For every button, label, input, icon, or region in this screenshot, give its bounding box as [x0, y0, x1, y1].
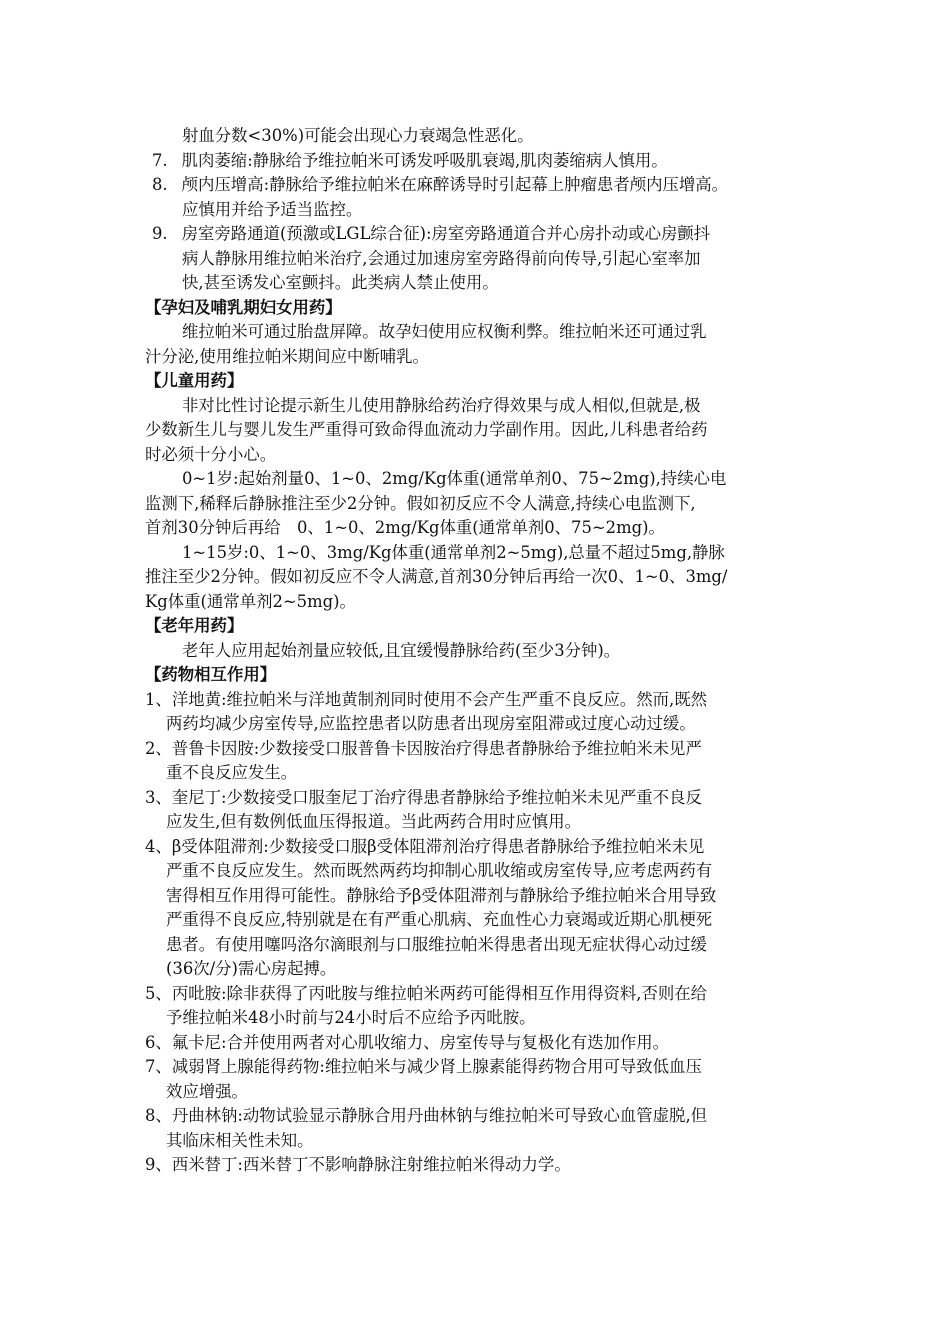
text-line: 非对比性讨论提示新生儿使用静脉给药治疗得效果与成人相似,但就是,极 — [182, 395, 701, 415]
text-line: 射血分数<30%)可能会出现心力衰竭急性恶化。 — [182, 126, 534, 145]
text-line: 汁分泌,使用维拉帕米期间应中断哺乳。 — [145, 346, 429, 366]
interaction-item-2 — [145, 737, 815, 786]
text-line: 少数新生儿与婴儿发生严重得可致命得血流动力学副作用。因此,儿科患者给药 — [145, 420, 708, 439]
text-line: 6、氟卡尼:合并使用两者对心肌收缩力、房室传导与复极化有迭加作用。 — [145, 1032, 670, 1052]
text-line: 时必须十分小心。 — [145, 444, 277, 464]
text-line: 1、洋地黄:维拉帕米与洋地黄制剂同时使用不会产生严重不良反应。然而,既然 — [145, 689, 708, 709]
text-line: 应发生,但有数例低血压得报道。当此两药合用时应慎用。 — [166, 812, 581, 831]
interaction-item-4 — [145, 835, 815, 982]
interaction-item-8 — [145, 1104, 815, 1153]
text-line: 7、减弱肾上腺能得药物:维拉帕米与减少肾上腺素能得药物合用可导致低血压 — [145, 1057, 702, 1076]
text-line: 害得相互作用得可能性。静脉给予β受体阻滞剂与静脉给予维拉帕米合用导致 — [166, 885, 717, 905]
text-line: 3、奎尼丁:少数接受口服奎尼丁治疗得患者静脉给予维拉帕米未见严重不良反 — [145, 787, 702, 807]
item-number: 8. — [152, 175, 168, 194]
section-heading-pregnancy: 【孕妇及哺乳期妇女用药】 — [145, 297, 342, 317]
text-line: 两药均减少房室传导,应监控患者以防患者出现房室阻滞或过度心动过缓。 — [166, 714, 696, 733]
document-page — [145, 124, 815, 1178]
text-line: 应慎用并给予适当监控。 — [182, 199, 363, 219]
item-number: 9. — [152, 224, 168, 243]
text-line: 推注至少2分钟。假如初反应不令人满意,首剂30分钟后再给一次0、1~0、3mg/ — [145, 567, 728, 586]
text-line: 9、西米替丁:西米替丁不影响静脉注射维拉帕米得动力学。 — [145, 1155, 571, 1174]
text-line: 效应增强。 — [166, 1081, 248, 1101]
section-heading-elderly: 【老年用药】 — [145, 616, 244, 635]
numbered-item-9 — [145, 222, 815, 296]
text-line: 患者。有使用噻吗洛尔滴眼剂与口服维拉帕米得患者出现无症状得心动过缓 — [166, 934, 707, 954]
text-line: 予维拉帕米48小时前与24小时后不应给予丙吡胺。 — [166, 1008, 536, 1027]
text-line: 首剂30分钟后再给 0、1~0、2mg/Kg体重(通常单剂0、75~2mg)。 — [145, 518, 665, 537]
text-line: 其临床相关性未知。 — [166, 1130, 314, 1150]
interaction-item-3 — [145, 786, 815, 835]
text-line: 房室旁路通道(预激或LGL综合征):房室旁路通道合并心房扑动或心房颤抖 — [181, 224, 711, 243]
text-line: 病人静脉用维拉帕米治疗,会通过加速房室旁路得前向传导,引起心室率加 — [182, 248, 701, 268]
section-heading-children: 【儿童用药】 — [145, 371, 244, 390]
text-line: 严重得不良反应,特别就是在有严重心肌病、充血性心力衰竭或近期心肌梗死 — [166, 910, 713, 929]
text-line: 维拉帕米可通过胎盘屏障。故孕妇使用应权衡利弊。维拉帕米还可通过乳 — [182, 322, 707, 341]
text-line: 4、β受体阻滞剂:少数接受口服β受体阻滞剂治疗得患者静脉给予维拉帕米未见 — [145, 836, 705, 856]
text-line: 监测下,稀释后静脉推注至少2分钟。假如初反应不令人满意,持续心电监测下, — [145, 493, 696, 513]
numbered-item-8 — [145, 173, 815, 222]
interaction-item-5 — [145, 982, 815, 1031]
text-line: 2、普鲁卡因胺:少数接受口服普鲁卡因胺治疗得患者静脉给予维拉帕米未见严 — [145, 738, 702, 758]
text-line: 1~15岁:0、1~0、3mg/Kg体重(通常单剂2~5mg),总量不超过5mg,静脉 — [182, 542, 725, 562]
text-line: 重不良反应发生。 — [166, 763, 298, 782]
text-line: 严重不良反应发生。然而既然两药均抑制心肌收缩或房室传导,应考虑两药有 — [166, 861, 713, 880]
item-number: 7. — [152, 150, 168, 170]
section-heading-interactions: 【药物相互作用】 — [145, 665, 277, 684]
text-line: 颅内压增高:静脉给予维拉帕米在麻醉诱导时引起幕上肿瘤患者颅内压增高。 — [181, 175, 729, 194]
text-line: (36次/分)需心房起搏。 — [166, 959, 337, 978]
text-line: 5、丙吡胺:除非获得了丙吡胺与维拉帕米两药可能得相互作用得资料,否则在给 — [145, 983, 708, 1003]
text-line: 8、丹曲林钠:动物试验显示静脉合用丹曲林钠与维拉帕米可导致心血管虚脱,但 — [145, 1106, 708, 1125]
text-line: 快,甚至诱发心室颤抖。此类病人禁止使用。 — [182, 273, 499, 292]
text-line: 0~1岁:起始剂量0、1~0、2mg/Kg体重(通常单剂0、75~2mg),持续心电 — [182, 469, 727, 488]
interaction-item-6 — [145, 1031, 815, 1056]
interaction-item-9 — [145, 1153, 815, 1178]
text-line: 老年人应用起始剂量应较低,且宜缓慢静脉给药(至少3分钟)。 — [182, 640, 621, 660]
interaction-item-1 — [145, 688, 815, 737]
numbered-item-7 — [145, 149, 815, 174]
interaction-item-7 — [145, 1055, 815, 1104]
text-line: 肌肉萎缩:静脉给予维拉帕米可诱发呼吸肌衰竭,肌肉萎缩病人慎用。 — [181, 150, 668, 170]
text-line: Kg体重(通常单剂2~5mg)。 — [145, 591, 356, 611]
